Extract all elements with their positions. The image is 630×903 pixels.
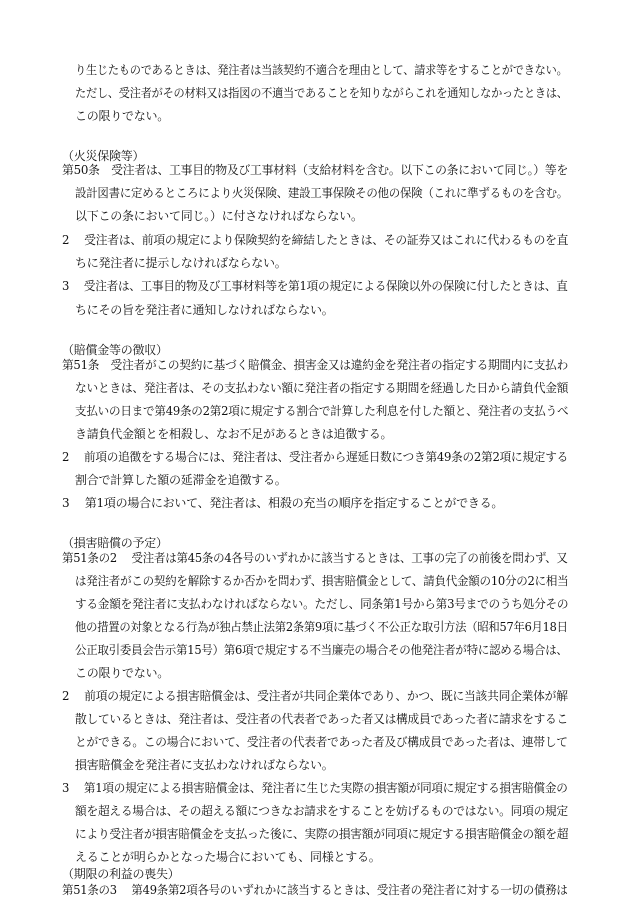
article-line: する金額を発注者に支払わなければならない。ただし、同条第1号から第3号までのうち処分その [75, 597, 569, 611]
article-line: 第51条 受注者がこの契約に基づく賠償金、損害金又は違約金を発注者の指定する期間内に支払わ [62, 358, 569, 372]
article-heading: （火災保険等） [62, 149, 145, 163]
article-heading: （損害賠償の予定） [62, 536, 168, 550]
paragraph-line: により受注者が損害賠償金を支払った後に、実際の損害額が同項に規定する損害賠償金の額を超 [75, 827, 569, 841]
body-line: ただし、受注者がその材料又は指図の不適当であることを知りながらこれを通知しなかったときは、 [75, 86, 568, 100]
paragraph-line: 割合で計算した額の延滞金を追徴する。 [75, 473, 287, 487]
paragraph-line: えることが明らかとなった場合においても、同様とする。 [75, 850, 381, 864]
paragraph-line: 損害賠償金を発注者に支払わなければならない。 [75, 758, 334, 772]
article-line: 第50条 受注者は、工事目的物及び工事材料（支給材料を含む。以下この条において同じ。）等を [62, 163, 569, 177]
paragraph-line: ちに発注者に提示しなければならない。 [75, 256, 287, 270]
paragraph-line: とができる。この場合において、受注者の代表者であった者及び構成員であった者は、連帯して [75, 735, 568, 749]
body-line: この限りでない。 [75, 109, 170, 123]
article-line: 以下この条において同じ。）に付さなければならない。 [75, 209, 363, 223]
article-line: 公正取引委員会告示第15号）第6項で規定する不当廉売の場合その他発注者が特に認める場合は、 [75, 643, 568, 657]
article-line: 設計図書に定めるところにより火災保険、建設工事保険その他の保険（これに準ずるものを含む。 [75, 186, 569, 200]
paragraph-line: 2 前項の規定による損害賠償金は、受注者が共同企業体であり、かつ、既に当該共同企業体が解 [62, 689, 568, 703]
paragraph-line: ちにその旨を発注者に通知しなければならない。 [75, 303, 334, 317]
paragraph-line: 額を超える場合は、その超える額につきなお請求をすることを妨げるものではない。同項の規定 [75, 804, 568, 818]
paragraph-line: 散しているときは、発注者は、受注者の代表者であった者又は構成員であった者に請求をするこ [75, 712, 568, 726]
article-line: き請負代金額とを相殺し、なお不足があるときは追徴する。 [75, 427, 393, 441]
article-line: は発注者がこの契約を解除するか否かを問わず、損害賠償金として、請負代金額の10分の2に相当 [75, 574, 569, 588]
article-line: この限りでない。 [75, 666, 170, 680]
paragraph-line: 3 受注者は、工事目的物及び工事材料等を第1項の規定による保険以外の保険に付したときは、直 [62, 279, 568, 293]
paragraph-line: 2 前項の追徴をする場合には、発注者は、受注者から遅延日数につき第49条の2第2項に規定する [62, 450, 568, 464]
paragraph-line: 2 受注者は、前項の規定により保険契約を締結したときは、その証券又はこれに代わるものを直 [62, 233, 569, 247]
article-line: 他の措置の対象となる行為が独占禁止法第2条第9項に基づく不公正な取引方法（昭和57年6月18日 [75, 620, 568, 634]
article-line: 支払いの日まで第49条の2第2項に規定する割合で計算した利息を付した額と、発注者の支払うべ [75, 404, 569, 418]
paragraph-line: 3 第1項の規定による損害賠償金は、発注者に生じた実際の損害額が同項に規定する損害賠償金の [62, 781, 568, 795]
body-line: り生じたものであるときは、発注者は当該契約不適合を理由として、請求等をすることができない。 [75, 63, 568, 77]
article-heading: （期限の利益の喪失） [62, 867, 180, 881]
article-line: ないときは、発注者は、その支払わない額に発注者の指定する期間を経過した日から請負代金額 [75, 381, 569, 395]
article-line: 第51条の3 第49条第2項各号のいずれかに該当するときは、受注者の発注者に対する一切の債務は [62, 883, 568, 897]
article-line: 第51条の2 受注者は第45条の4各号のいずれかに該当するときは、工事の完了の前後を問わず、又 [62, 551, 568, 565]
article-heading: （賠償金等の徴収） [62, 343, 168, 357]
paragraph-line: 3 第1項の場合において、発注者は、相殺の充当の順序を指定することができる。 [62, 496, 504, 510]
